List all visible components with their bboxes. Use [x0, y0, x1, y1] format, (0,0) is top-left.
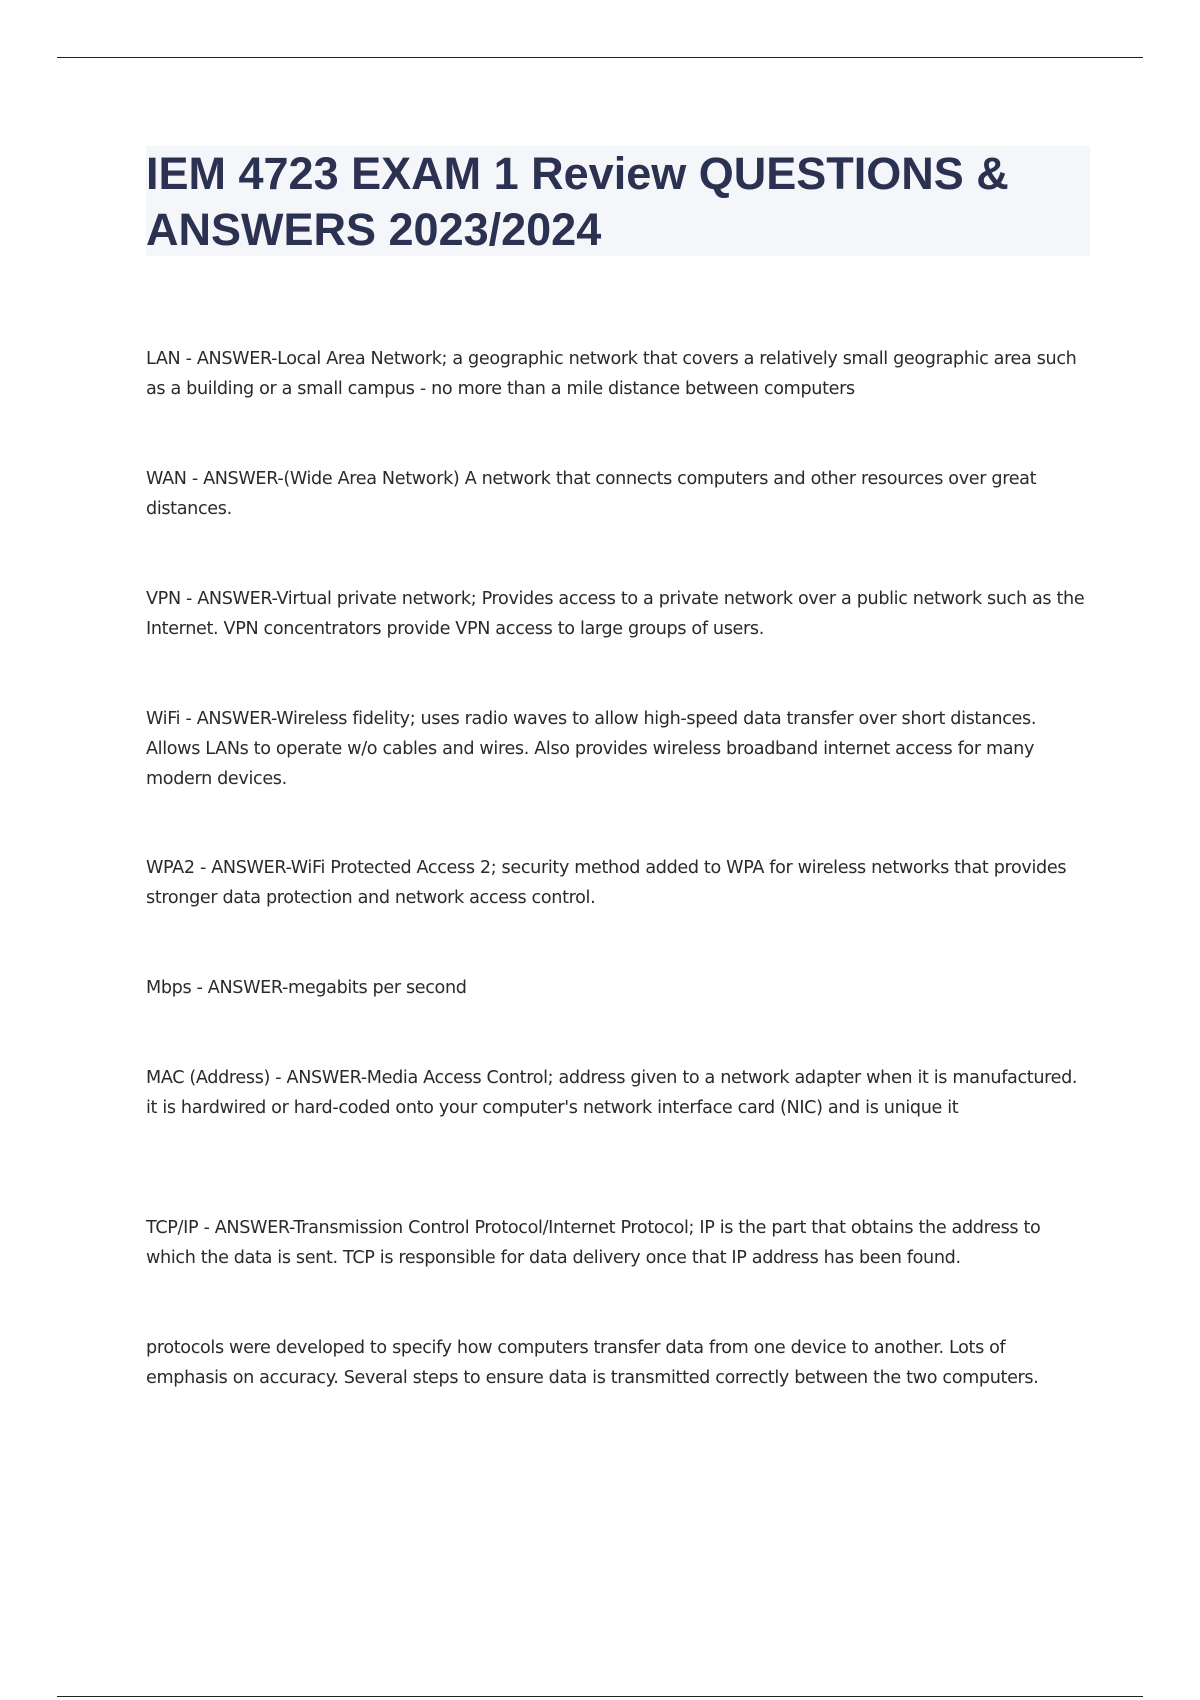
qa-entry-wpa2: WPA2 - ANSWER-WiFi Protected Access 2; security method added to WPA for wireless networks that provides stronger data protection and network access control.	[146, 858, 1067, 908]
document-title: IEM 4723 EXAM 1 Review QUESTIONS & ANSWERS 2023/2024	[146, 148, 1009, 255]
qa-entry-vpn: VPN - ANSWER-Virtual private network; Provides access to a private network over a public network such as the Internet. VPN concentrators provide VPN access to large groups of users.	[146, 589, 1085, 639]
qa-entry-protocols: protocols were developed to specify how computers transfer data from one device to another. Lots of emphasis on accuracy. Several steps to ensure data is transmitted correctly between the two computers.	[146, 1338, 1039, 1388]
qa-entry-lan: LAN - ANSWER-Local Area Network; a geographic network that covers a relatively small geographic area such as a building or a small campus - no more than a mile distance between computers	[146, 349, 1077, 399]
header-rule	[57, 57, 1143, 58]
footer-rule	[57, 1696, 1143, 1697]
qa-entry-tcpip: TCP/IP - ANSWER-Transmission Control Protocol/Internet Protocol; IP is the part that obtains the address to which the data is sent. TCP is responsible for data delivery once that IP address has been found.	[146, 1218, 1041, 1268]
qa-entry-wan: WAN - ANSWER-(Wide Area Network) A network that connects computers and other resources over great distances.	[146, 469, 1037, 519]
qa-entry-mac: MAC (Address) - ANSWER-Media Access Control; address given to a network adapter when it is manufactured. it is hardwired or hard-coded onto your computer's network interface card (NIC) and is unique it	[146, 1068, 1078, 1118]
qa-entry-wifi: WiFi - ANSWER-Wireless fidelity; uses radio waves to allow high-speed data transfer over short distances. Allows LANs to operate w/o cables and wires. Also provides wireless broadband internet access for many modern devices.	[146, 709, 1037, 789]
qa-entry-mbps: Mbps - ANSWER-megabits per second	[146, 978, 467, 998]
